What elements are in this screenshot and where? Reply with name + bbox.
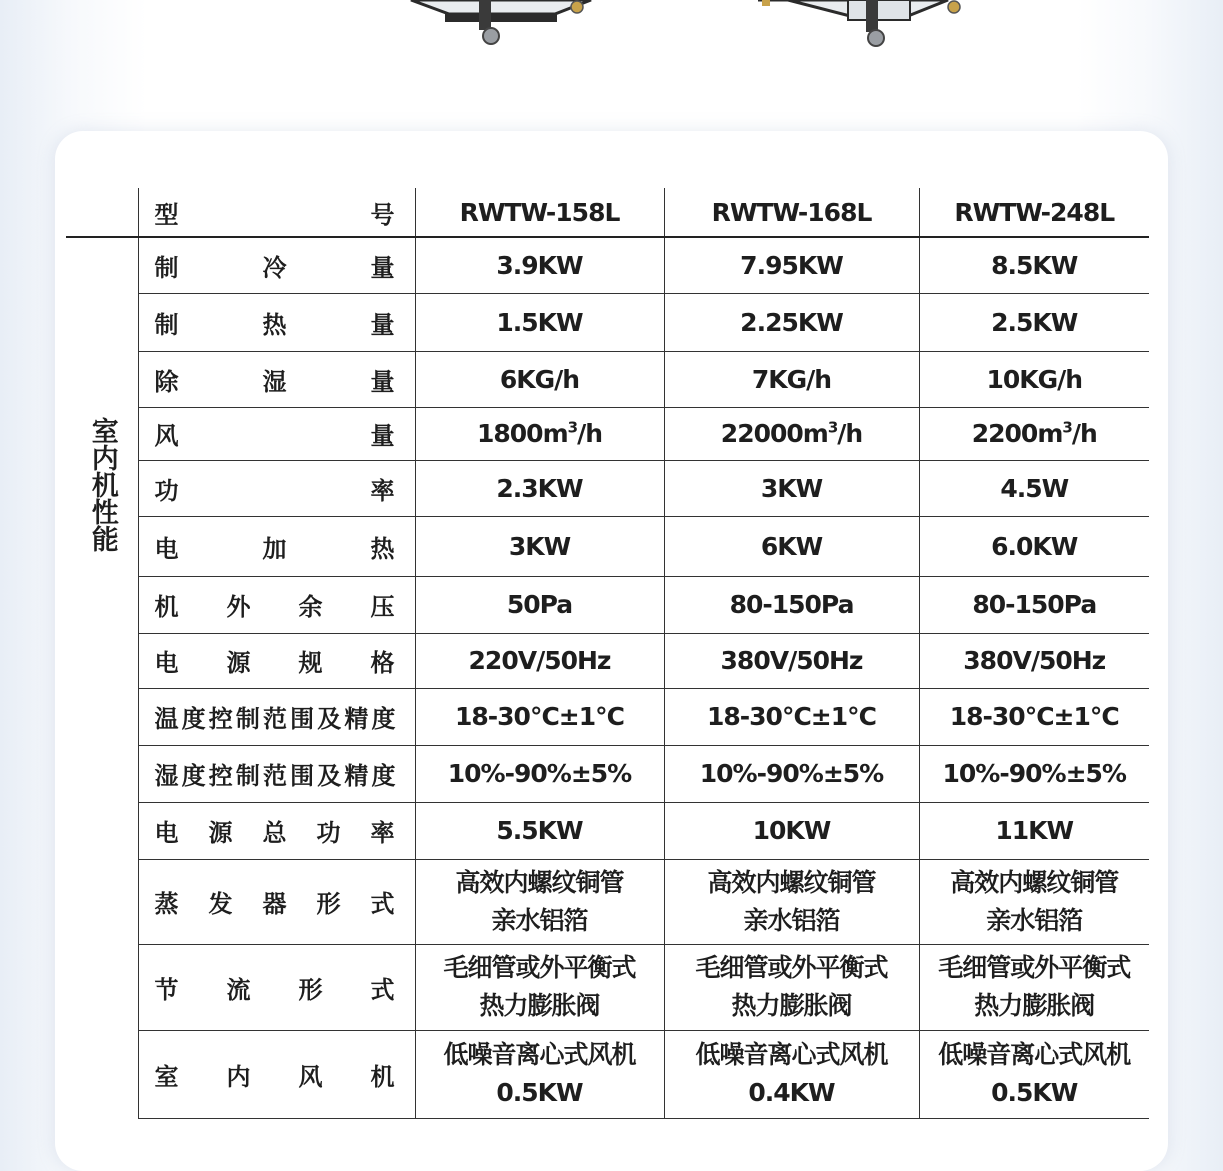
value-cell: 10%-90%±5% <box>919 745 1149 802</box>
header-label: 型号 <box>138 188 415 237</box>
value-cell: 2.5KW <box>919 293 1149 351</box>
value-cell <box>919 859 1149 944</box>
value-cell <box>415 859 664 944</box>
row-label: 电源规格 <box>138 633 415 688</box>
value-cell: 380V/50Hz <box>664 633 919 688</box>
value-cell <box>919 1030 1149 1118</box>
value-cell: 220V/50Hz <box>415 633 664 688</box>
value-cell <box>664 944 919 1030</box>
value-cell: 2.25KW <box>664 293 919 351</box>
value-cell: 6KW <box>664 516 919 576</box>
value-cell: 10%-90%±5% <box>415 745 664 802</box>
row-label: 电源总功率 <box>138 802 415 859</box>
value-cell: 10KW <box>664 802 919 859</box>
value-cell: 80-150Pa <box>664 576 919 633</box>
row-label: 室内风机 <box>138 1030 415 1118</box>
row-label: 除湿量 <box>138 351 415 407</box>
model-header-1: RWTW-158L <box>415 188 664 237</box>
table-row <box>66 944 1149 1030</box>
value-cell: 7KG/h <box>664 351 919 407</box>
table-row <box>66 688 1149 745</box>
value-cell: $22000m^3/h$ <box>664 407 919 460</box>
table-row <box>66 407 1149 460</box>
row-label: 节流形式 <box>138 944 415 1030</box>
section-label-text: 室内机性能 <box>86 416 118 552</box>
value-cell <box>664 1030 919 1118</box>
table-row <box>66 576 1149 633</box>
value-line: 高效内螺纹铜管 <box>950 867 1119 897</box>
value-cell: 380V/50Hz <box>919 633 1149 688</box>
value-cell: 10%-90%±5% <box>664 745 919 802</box>
product-image-right <box>758 0 968 48</box>
table-header-row <box>66 188 1149 237</box>
row-label: 温度控制范围及精度 <box>138 688 415 745</box>
value-cell: 18-30°C±1°C <box>415 688 664 745</box>
row-label: 机外余压 <box>138 576 415 633</box>
spec-table <box>66 188 1149 1119</box>
value-cell: 50Pa <box>415 576 664 633</box>
value-cell: 80-150Pa <box>919 576 1149 633</box>
value-line: 毛细管或外平衡式 <box>443 953 636 982</box>
section-label <box>66 237 138 1118</box>
value-line: 0.4KW <box>748 1078 835 1107</box>
product-image-left <box>405 0 595 48</box>
row-label: 功率 <box>138 460 415 516</box>
value-cell <box>415 944 664 1030</box>
value-line: 亲水铝箔 <box>986 905 1083 935</box>
value-line: 热力膨胀阀 <box>974 991 1095 1020</box>
value-line: 毛细管或外平衡式 <box>938 953 1131 982</box>
value-cell: 11KW <box>919 802 1149 859</box>
value-cell: 18-30°C±1°C <box>919 688 1149 745</box>
value-cell: $2200m^3/h$ <box>919 407 1149 460</box>
table-row <box>66 237 1149 293</box>
value-line: 低噪音离心式风机 <box>443 1040 636 1069</box>
value-cell: 8.5KW <box>919 237 1149 293</box>
value-cell: 2.3KW <box>415 460 664 516</box>
value-cell: $1800m^3/h$ <box>415 407 664 460</box>
row-label: 制热量 <box>138 293 415 351</box>
value-line: 低噪音离心式风机 <box>938 1040 1131 1069</box>
value-line: 亲水铝箔 <box>743 905 840 935</box>
value-line: 热力膨胀阀 <box>731 991 852 1020</box>
table-row <box>66 516 1149 576</box>
value-cell: 3.9KW <box>415 237 664 293</box>
row-label: 制冷量 <box>138 237 415 293</box>
value-cell: 4.5W <box>919 460 1149 516</box>
value-line: 0.5KW <box>496 1078 583 1107</box>
value-line: 毛细管或外平衡式 <box>695 953 888 982</box>
value-cell: 6.0KW <box>919 516 1149 576</box>
value-cell: 7.95KW <box>664 237 919 293</box>
value-cell <box>664 859 919 944</box>
value-cell: 6KG/h <box>415 351 664 407</box>
header-blank-cell <box>66 188 138 237</box>
row-label: 湿度控制范围及精度 <box>138 745 415 802</box>
value-line: 低噪音离心式风机 <box>695 1040 888 1069</box>
table-row <box>66 802 1149 859</box>
value-cell: 3KW <box>415 516 664 576</box>
model-header-3: RWTW-248L <box>919 188 1149 237</box>
value-line: 亲水铝箔 <box>491 905 588 935</box>
value-cell <box>919 944 1149 1030</box>
model-header-2: RWTW-168L <box>664 188 919 237</box>
table-row <box>66 293 1149 351</box>
value-line: 高效内螺纹铜管 <box>707 867 876 897</box>
table-row <box>66 351 1149 407</box>
table-row <box>66 1030 1149 1118</box>
value-cell: 3KW <box>664 460 919 516</box>
table-row <box>66 745 1149 802</box>
row-label: 蒸发器形式 <box>138 859 415 944</box>
value-line: 高效内螺纹铜管 <box>455 867 624 897</box>
value-cell: 10KG/h <box>919 351 1149 407</box>
table-row <box>66 460 1149 516</box>
value-cell <box>415 1030 664 1118</box>
table-row <box>66 633 1149 688</box>
value-cell: 18-30°C±1°C <box>664 688 919 745</box>
row-label: 风量 <box>138 407 415 460</box>
value-line: 0.5KW <box>991 1078 1078 1107</box>
value-line: 热力膨胀阀 <box>479 991 600 1020</box>
value-cell: 5.5KW <box>415 802 664 859</box>
table-row <box>66 859 1149 944</box>
row-label: 电加热 <box>138 516 415 576</box>
value-cell: 1.5KW <box>415 293 664 351</box>
